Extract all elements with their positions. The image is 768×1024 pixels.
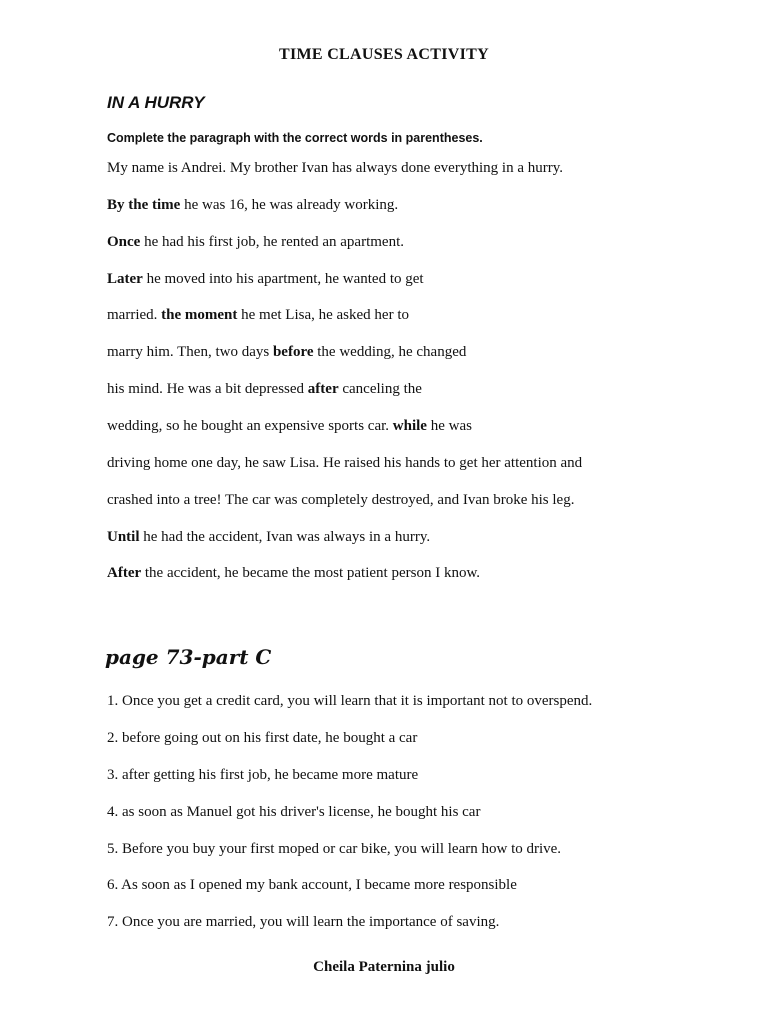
instructions: Complete the paragraph with the correct words in parentheses. bbox=[107, 131, 483, 145]
time-clause-word: By the time bbox=[107, 197, 181, 213]
paragraph-text: My name is Andrei. My brother Ivan has always done everything in a hurry. bbox=[107, 160, 563, 176]
paragraph-line-2 bbox=[107, 195, 398, 215]
paragraph-text: driving home one day, he saw Lisa. He raised his hands to get her attention and bbox=[107, 455, 583, 471]
paragraph-text: the wedding, he changed bbox=[313, 344, 467, 360]
author-signature: Cheila Paternina julio bbox=[313, 959, 455, 975]
paragraph-text: he had his first job, he rented an apartment. bbox=[140, 234, 404, 250]
time-clause-word: the moment bbox=[161, 307, 238, 323]
time-clause-word: Until bbox=[107, 529, 140, 545]
answer-item-6: 6. As soon as I opened my bank account, I became more responsible bbox=[107, 877, 517, 893]
paragraph-text: wedding, so he bought an expensive sports car. bbox=[107, 418, 393, 434]
answer-item-4: 4. as soon as Manuel got his driver's license, he bought his car bbox=[107, 804, 481, 820]
paragraph-text: he had the accident, Ivan was always in a hurry. bbox=[139, 529, 431, 545]
paragraph-text: he was 16, he was already working. bbox=[180, 197, 399, 213]
paragraph-text: the accident, he became the most patient person I know. bbox=[141, 565, 481, 581]
paragraph-text: marry him. Then, two days bbox=[107, 344, 273, 360]
paragraph-text: married. bbox=[107, 307, 162, 323]
time-clause-word: before bbox=[272, 344, 314, 360]
time-clause-word: Later bbox=[107, 271, 143, 287]
paragraph-text: he was bbox=[426, 418, 472, 434]
paragraph-text: crashed into a tree! The car was completely destroyed, and Ivan broke his leg. bbox=[107, 492, 575, 508]
time-clause-word: while bbox=[392, 418, 427, 434]
paragraph-line-3 bbox=[107, 232, 404, 252]
paragraph-line-4 bbox=[107, 269, 424, 289]
time-clause-word: After bbox=[107, 565, 142, 581]
paragraph-line-10 bbox=[107, 490, 574, 510]
paragraph-text: his mind. He was a bit depressed bbox=[107, 381, 308, 397]
paragraph-line-12 bbox=[107, 563, 480, 583]
paragraph-line-9 bbox=[107, 453, 582, 473]
paragraph-text: he moved into his apartment, he wanted to get bbox=[142, 271, 424, 287]
paragraph-text: he met Lisa, he asked her to bbox=[237, 307, 409, 323]
paragraph-line-1 bbox=[107, 158, 563, 178]
answer-item-2: 2. before going out on his first date, he bought a car bbox=[107, 730, 418, 746]
section-heading: IN A HURRY bbox=[107, 93, 205, 112]
time-clause-word: Once bbox=[107, 234, 141, 250]
paragraph-line-6 bbox=[107, 342, 466, 362]
paragraph-line-7 bbox=[107, 379, 422, 399]
page-heading: page 73-part C bbox=[105, 645, 272, 669]
answer-item-1: 1. Once you get a credit card, you will learn that it is important not to overspend. bbox=[107, 693, 593, 709]
paragraph-line-8 bbox=[107, 416, 472, 436]
paragraph-text: canceling the bbox=[338, 381, 422, 397]
document-title: TIME CLAUSES ACTIVITY bbox=[279, 46, 489, 63]
paragraph-line-11 bbox=[107, 527, 430, 547]
answer-item-3: 3. after getting his first job, he became more mature bbox=[107, 767, 419, 783]
time-clause-word: after bbox=[307, 381, 339, 397]
answer-item-5: 5. Before you buy your first moped or car bike, you will learn how to drive. bbox=[107, 841, 562, 857]
answer-item-7: 7. Once you are married, you will learn the importance of saving. bbox=[107, 914, 500, 930]
paragraph-line-5 bbox=[107, 305, 409, 325]
